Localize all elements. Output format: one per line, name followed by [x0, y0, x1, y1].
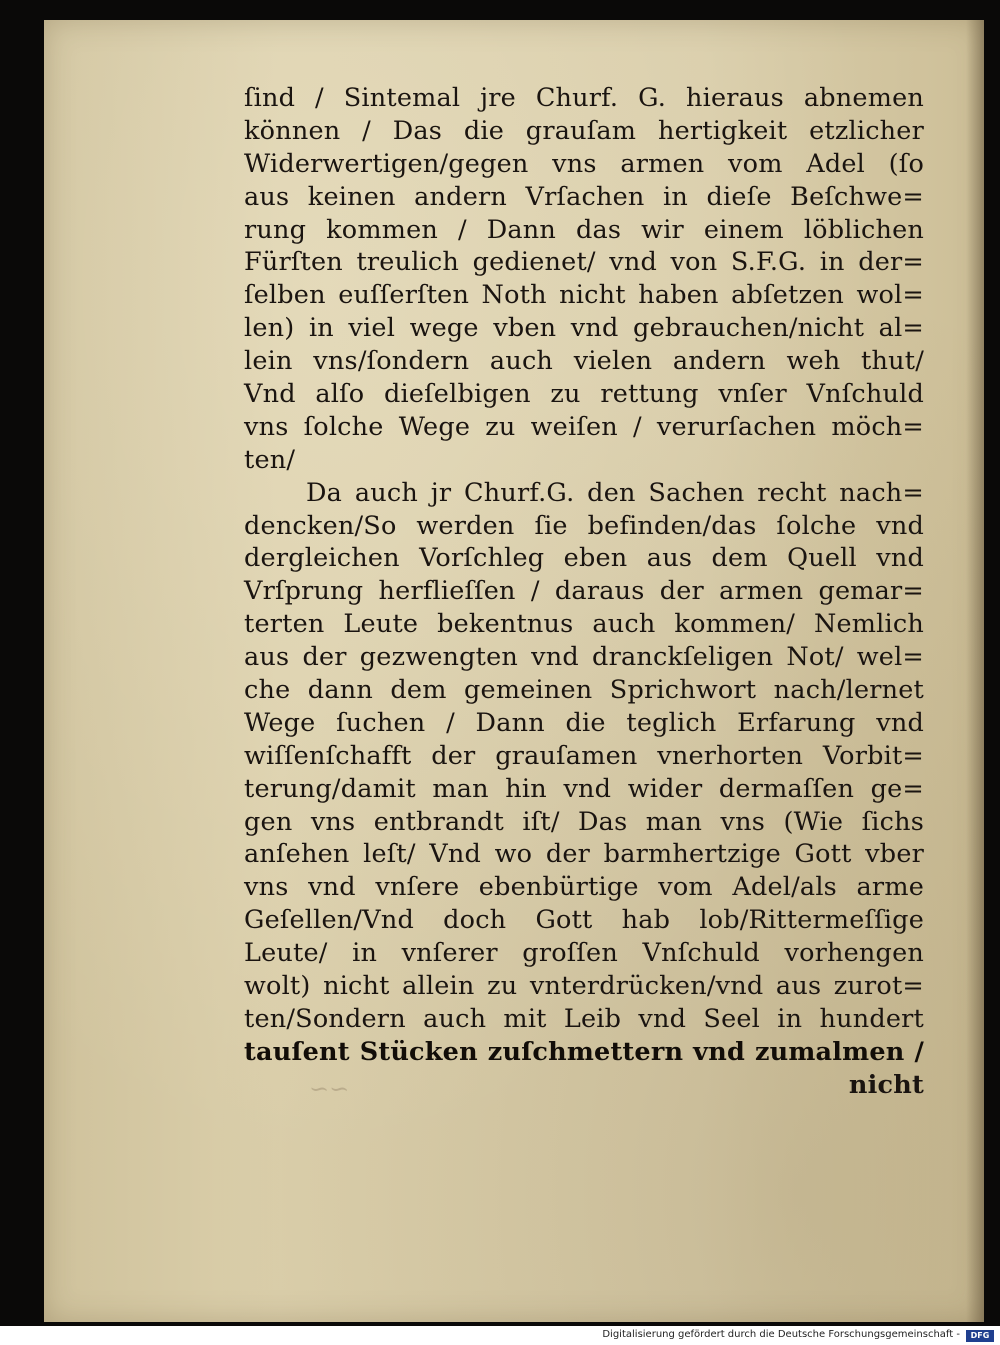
text-line: vns ſolche Wege zu weiſen / verurſachen möch= [244, 411, 924, 442]
text-line: lein vns/ſondern auch vielen andern weh thut/ [244, 346, 924, 377]
catchword: nicht [848, 1069, 924, 1100]
text-line: vns vnd vnſere ebenbürtige vom Adel/als arme [244, 872, 924, 903]
dfg-logo: DFG [966, 1330, 994, 1342]
text-line: Fürſten treulich gedienet/ vnd von S.F.G. in der= [244, 247, 924, 278]
text-line: Vnd alſo dieſelbigen zu rettung vnſer Vnſchuld [244, 379, 924, 410]
text-line: Wege ſuchen / Dann die teglich Erfarung vnd [244, 707, 924, 738]
text-line: Geſellen/Vnd doch Gott hab lob/Rittermeſſige [244, 905, 924, 936]
text-line: anſehen leſt/ Vnd wo der barmhertzige Gott vber [244, 839, 924, 870]
text-line: terung/damit man hin vnd wider dermaſſen ge= [244, 773, 924, 804]
digitization-footer [0, 1326, 1000, 1345]
text-line: Vrſprung herflieſſen / daraus der armen gemar= [244, 576, 924, 607]
text-line: können / Das die grauſam hertigkeit etzlicher [244, 115, 924, 146]
text-line: len) in viel wege vben vnd gebrauchen/nicht al= [244, 313, 924, 344]
funding-credit: Digitalisierung gefördert durch die Deutsche Forschungsgemeinschaft - [602, 1329, 960, 1340]
text-line: wolt) nicht allein zu vnterdrücken/vnd aus zurot= [244, 971, 924, 1002]
show-through-smudge: ~~ [309, 1075, 350, 1103]
text-line: ten/Sondern auch mit Leib vnd Seel in hundert [244, 1003, 924, 1034]
text-line: che dann dem gemeinen Sprichwort nach/lernet [244, 675, 924, 706]
text-line: Widerwertigen/gegen vns armen vom Adel (ſo [244, 148, 924, 179]
text-line: ſelben euſſerſten Noth nicht haben abſetzen wol= [244, 280, 924, 311]
text-line: aus keinen andern Vrſachen in dieſe Beſchwe= [244, 181, 924, 212]
text-line: dergleichen Vorſchleg eben aus dem Quell vnd [244, 543, 924, 574]
paragraph-start-line: Da auch jr Churf.G. den Sachen recht nach= [306, 477, 924, 508]
fraktur-text-block [244, 82, 924, 1102]
text-line: dencken/So werden ſie befinden/das ſolche vnd [244, 510, 924, 541]
text-line: ten/ [244, 444, 296, 475]
text-line: gen vns entbrandt iſt/ Das man vns (Wie ſichs [244, 806, 924, 837]
text-line: wiſſenſchafft der grauſamen vnerhorten Vorbit= [244, 740, 924, 771]
book-page [44, 20, 984, 1322]
text-line: ſind / Sintemal jre Churf. G. hieraus abnemen [244, 83, 924, 113]
page-gutter-shadow [966, 20, 984, 1322]
text-line: rung kommen / Dann das wir einem löblichen [244, 214, 924, 245]
text-line: Leute/ in vnſerer groſſen Vnſchuld vorhengen [244, 938, 924, 969]
text-line: aus der gezwengten vnd dranckſeligen Not/ wel= [244, 642, 924, 673]
text-line: tauſent Stücken zuſchmettern vnd zumalmen / [244, 1036, 924, 1067]
text-line: terten Leute bekentnus auch kommen/ Nemlich [244, 609, 924, 640]
